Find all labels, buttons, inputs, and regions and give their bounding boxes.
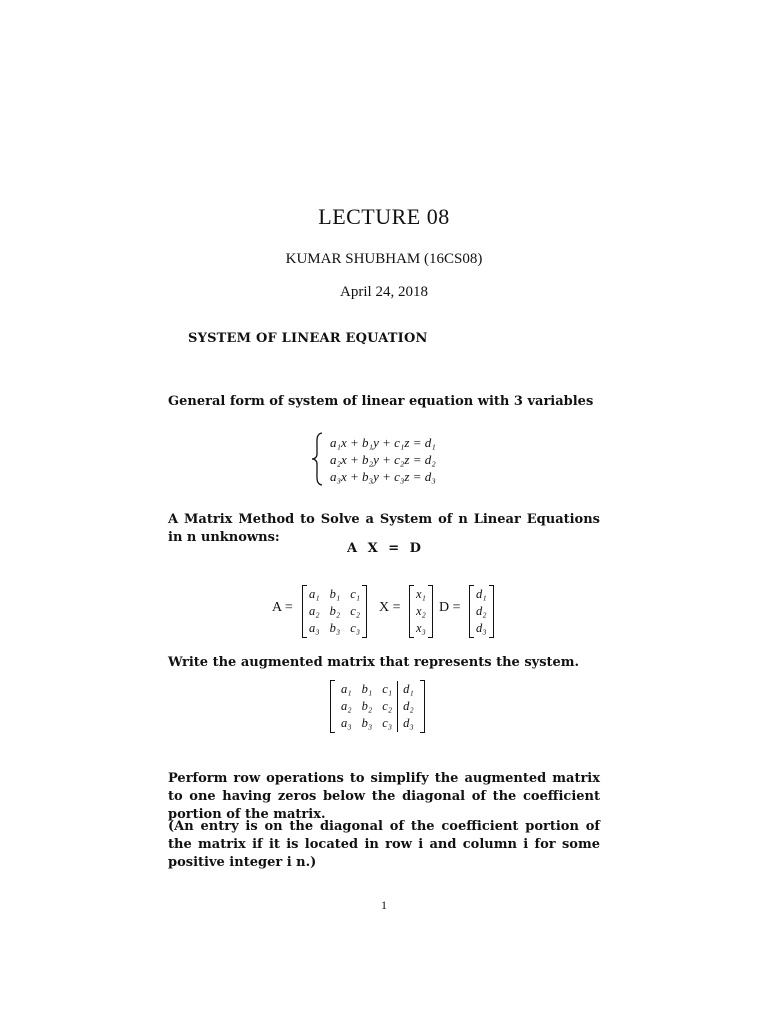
matrix-a-cell: b₁ [329, 587, 341, 601]
matrix-a-row [304, 620, 365, 637]
augmented-cell: c₃ [382, 716, 393, 730]
augmented-matrix [330, 680, 425, 733]
matrix-d [469, 585, 494, 638]
augmented-cell: b₃ [361, 716, 373, 730]
label-d: D = [439, 600, 461, 615]
augmented-cell: d₃ [398, 715, 419, 732]
augmented-cell: c₂ [382, 699, 393, 713]
matrix-a-cell: c₁ [350, 587, 361, 601]
matrix-x-cell: x₁ [416, 587, 426, 601]
matrix-x [409, 585, 433, 638]
matrix-a-cell: a₂ [309, 604, 320, 618]
augmented-cell: d₁ [398, 681, 419, 698]
date-line: April 24, 2018 [340, 284, 428, 300]
author-line: KUMAR SHUBHAM (16CS08) [285, 251, 483, 267]
matrix-a-cell: a₁ [309, 587, 320, 601]
augmented-cell: a₃ [341, 716, 352, 730]
matrix-a-cell: c₃ [350, 621, 361, 635]
diagonal-note: (An entry is on the diagonal of the coefficient portion of the matrix if it is located in row i and column i for some positive integer i n.) [168, 819, 600, 870]
left-brace-icon [310, 432, 324, 486]
augmented-row [336, 698, 419, 715]
general-form-text: General form of system of linear equation with 3 variables [168, 394, 594, 409]
augmented-cell: d₂ [398, 698, 419, 715]
matrix-method-text: A Matrix Method to Solve a System of n Linear Equations in n unknowns: [168, 512, 600, 545]
equation-line-1: a₁x + b₁y + c₁z = d₁ [330, 435, 436, 450]
matrix-x-cell: x₃ [416, 621, 426, 635]
augmented-cell: b₂ [361, 699, 373, 713]
equation-line-3: a₃x + b₃y + c₃z = d₃ [330, 469, 436, 484]
matrix-a-row [304, 586, 365, 603]
matrix-equation: A X = D [347, 541, 421, 556]
equation-system [330, 434, 436, 485]
matrix-d-cell: d₂ [476, 604, 487, 618]
matrix-d-cell: d₁ [476, 587, 487, 601]
matrix-a-cell: b₃ [329, 621, 341, 635]
matrix-a-cell: c₂ [350, 604, 361, 618]
augmented-row [336, 681, 419, 698]
matrix-d-cell: d₃ [476, 621, 487, 635]
section-heading: SYSTEM OF LINEAR EQUATION [188, 331, 428, 346]
matrix-a-cell: a₃ [309, 621, 320, 635]
document-title: LECTURE 08 [318, 204, 450, 229]
augmented-text: Write the augmented matrix that represents the system. [168, 655, 580, 670]
row-operations-text: Perform row operations to simplify the augmented matrix to one having zeros below the diagonal of the coefficient portion of the matrix. [168, 771, 600, 822]
matrix-a-cell: b₂ [329, 604, 341, 618]
label-x: X = [379, 600, 401, 615]
page-number: 1 [381, 898, 387, 912]
augmented-cell: c₁ [382, 682, 393, 696]
augmented-cell: b₁ [361, 682, 373, 696]
matrix-a-row [304, 603, 365, 620]
matrix-a [302, 585, 367, 638]
augmented-cell: a₁ [341, 682, 352, 696]
matrix-x-cell: x₂ [416, 604, 426, 618]
augmented-cell: a₂ [341, 699, 352, 713]
equation-line-2: a₂x + b₂y + c₂z = d₂ [330, 452, 436, 467]
label-a: A = [272, 600, 293, 615]
augmented-row [336, 715, 419, 732]
